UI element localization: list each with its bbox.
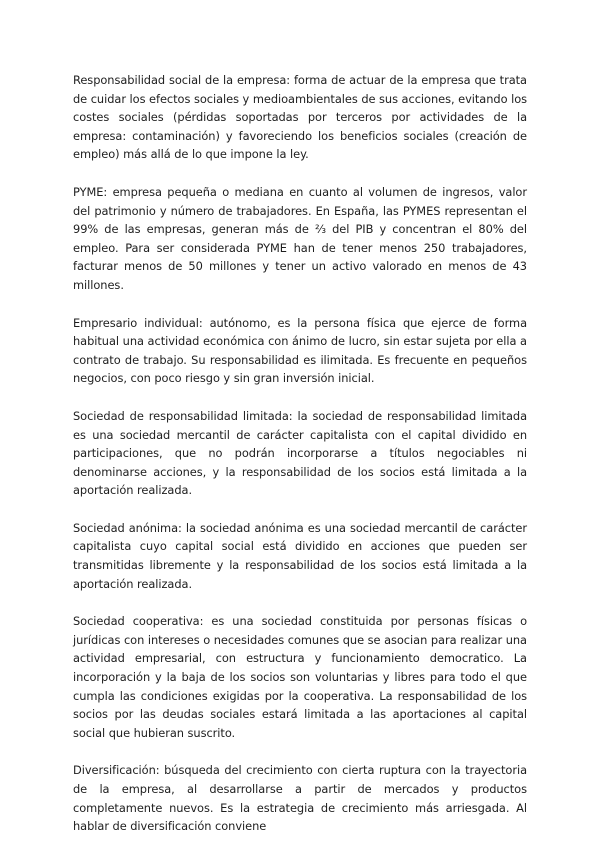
paragraph-pyme: PYME: empresa pequeña o mediana en cuanto al volumen de ingresos, valor del patrimonio y número de trabajadores. En España, las PYMES representan el 99% de las empresas, generan más de ⅔ del PIB y concentran el 80% del empleo. Para ser considerada PYME han de tener menos 250 trabajadores, facturar menos de 50 millones y tener un activo valorado en menos de 43 millones.: [73, 184, 527, 292]
paragraph-responsabilidad-social: Responsabilidad social de la empresa: forma de actuar de la empresa que trata de cuidar los efectos sociales y medioambientales de sus acciones, evitando los costes sociales (pérdidas soportadas por terceros por actividades de la empresa: contaminación) y favoreciendo los beneficios sociales (creación de empleo) más allá de lo que impone la ley.: [73, 73, 527, 162]
document-body: [73, 71, 527, 855]
paragraph-empresario-individual: Empresario individual: autónomo, es la persona física que ejerce de forma habitual una actividad económica con ánimo de lucro, sin estar sujeta por ella a contrato de trabajo. Su responsabilidad es ilimitada. Es frecuente en pequeños negocios, con poco riesgo y sin gran inversión inicial.: [73, 315, 527, 386]
paragraph-sociedad-anonima: Sociedad anónima: la sociedad anónima es una sociedad mercantil de carácter capitalista cuyo capital social está dividido en acciones que pueden ser transmitidas libremente y la responsabilidad de los socios está limitada a la aportación realizada.: [73, 520, 527, 591]
paragraph-diversificacion: Diversificación: búsqueda del crecimiento con cierta ruptura con la trayectoria de la empresa, al desarrollarse a partir de mercados y productos completamente nuevos. Es la estrategia de crecimiento más arriesgada. Al hablar de diversificación conviene: [73, 763, 527, 834]
paragraph-sociedad-responsabilidad-limitada: Sociedad de responsabilidad limitada: la sociedad de responsabilidad limitada es una sociedad mercantil de carácter capitalista con el capital dividido en participaciones, que no podrán incorporarse a títulos negociables ni denominarse acciones, y la responsabilidad de los socios está limitada a la aportación realizada.: [73, 408, 527, 498]
paragraph-sociedad-cooperativa: Sociedad cooperativa: es una sociedad constituida por personas físicas o jurídicas con intereses o necesidades comunes que se asocian para realizar una actividad empresarial, con estructura y funcionamiento democratico. La incorporación y la baja de los socios son voluntarias y libres para todo el que cumpla las condiciones exigidas por la cooperativa. La responsabilidad de los socios por las deudas sociales estará limitada a las aportaciones al capital social que hubieran suscrito.: [73, 614, 527, 740]
